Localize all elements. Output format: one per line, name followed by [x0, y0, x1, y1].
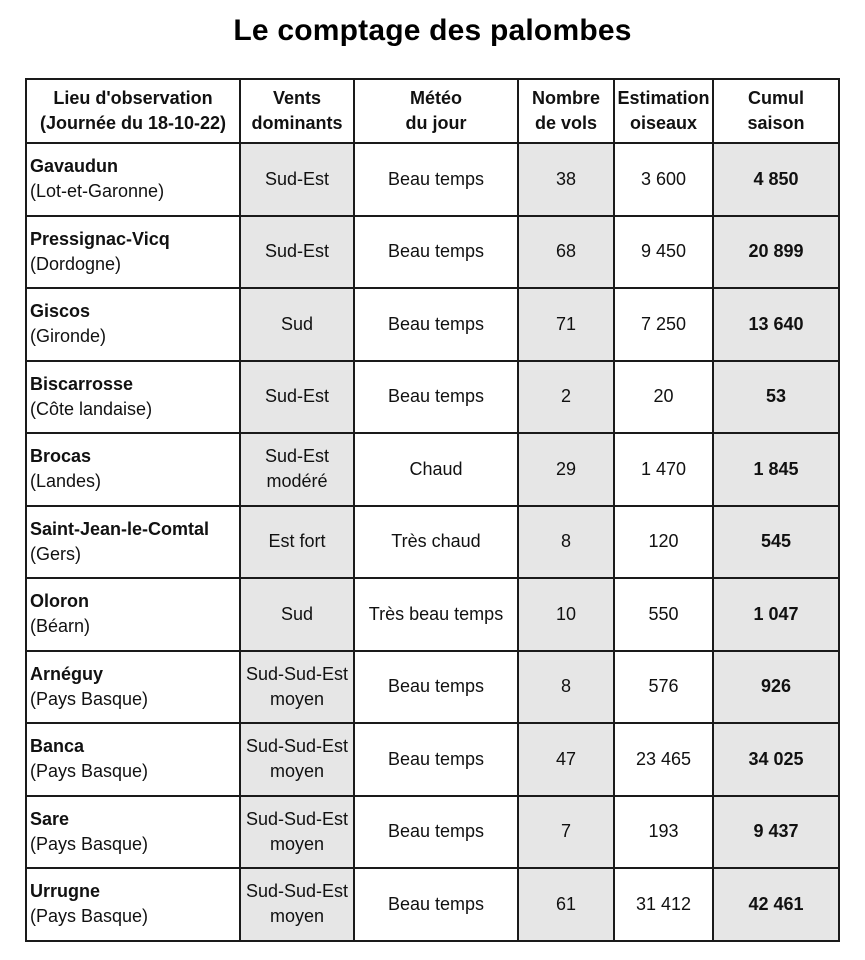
vents-line: moyen	[269, 906, 325, 927]
cell-lieu	[26, 433, 240, 506]
vents-line: modéré	[266, 471, 328, 492]
cell-meteo: Chaud	[354, 433, 518, 506]
header-vols-line-1: Nombre	[531, 88, 600, 108]
cell-estimation: 7 250	[614, 288, 713, 361]
cell-vols: 71	[518, 288, 614, 361]
place-name: Biscarrosse	[30, 373, 134, 394]
table-header-row	[26, 79, 839, 143]
cell-vents	[240, 361, 354, 434]
cell-cumul: 20 899	[713, 216, 839, 289]
cell-meteo: Beau temps	[354, 651, 518, 724]
cell-vents	[240, 143, 354, 216]
header-vols-line-2: de vols	[534, 113, 598, 133]
cell-vols: 8	[518, 506, 614, 579]
vents-line: Sud	[280, 603, 314, 624]
cell-vols: 2	[518, 361, 614, 434]
cell-vols: 7	[518, 796, 614, 869]
cell-lieu	[26, 216, 240, 289]
vents-line: moyen	[269, 688, 325, 709]
cell-estimation: 20	[614, 361, 713, 434]
region-name: (Pays Basque)	[30, 688, 149, 709]
cell-cumul: 1 845	[713, 433, 839, 506]
vents-line: Sud-Est	[264, 168, 330, 189]
region-name: (Dordogne)	[30, 253, 122, 274]
cell-meteo: Très beau temps	[354, 578, 518, 651]
vents-line: Sud-Sud-Est	[245, 808, 349, 829]
table-row	[26, 216, 839, 289]
place-name: Arnéguy	[30, 663, 104, 684]
cell-vols: 61	[518, 868, 614, 941]
cell-vents	[240, 868, 354, 941]
table-row	[26, 506, 839, 579]
region-name: (Pays Basque)	[30, 906, 149, 927]
vents-line: Sud-Est	[264, 446, 330, 467]
place-name: Gavaudun	[30, 156, 119, 177]
place-name: Banca	[30, 736, 85, 757]
cell-meteo: Beau temps	[354, 796, 518, 869]
table-row	[26, 361, 839, 434]
region-name: (Gironde)	[30, 326, 107, 347]
cell-vols: 47	[518, 723, 614, 796]
place-name: Saint-Jean-le-Comtal	[30, 518, 210, 539]
header-meteo-line-2: du jour	[405, 113, 467, 133]
region-name: (Landes)	[30, 471, 102, 492]
header-vents-line-2: dominants	[251, 113, 343, 133]
table-row	[26, 578, 839, 651]
cell-lieu	[26, 143, 240, 216]
cell-cumul: 4 850	[713, 143, 839, 216]
table-row	[26, 288, 839, 361]
cell-meteo: Beau temps	[354, 143, 518, 216]
counting-table	[25, 78, 840, 942]
cell-estimation: 1 470	[614, 433, 713, 506]
header-estimation-line-1: Estimation	[617, 88, 710, 108]
header-estimation-line-2: oiseaux	[629, 113, 698, 133]
cell-vols: 10	[518, 578, 614, 651]
cell-estimation: 550	[614, 578, 713, 651]
header-vents-line-1: Vents	[272, 88, 322, 108]
cell-lieu	[26, 288, 240, 361]
cell-lieu	[26, 723, 240, 796]
cell-estimation: 9 450	[614, 216, 713, 289]
cell-lieu	[26, 651, 240, 724]
table-row	[26, 796, 839, 869]
vents-line: moyen	[269, 761, 325, 782]
table-row	[26, 651, 839, 724]
vents-line: Sud-Est	[264, 386, 330, 407]
region-name: (Gers)	[30, 543, 81, 564]
vents-line: Sud-Est	[264, 241, 330, 262]
vents-line: moyen	[269, 833, 325, 854]
cell-meteo: Beau temps	[354, 723, 518, 796]
cell-estimation: 31 412	[614, 868, 713, 941]
cell-vents	[240, 723, 354, 796]
cell-vents	[240, 433, 354, 506]
cell-estimation: 3 600	[614, 143, 713, 216]
place-name: Sare	[30, 808, 70, 829]
cell-vents	[240, 216, 354, 289]
table-row	[26, 143, 839, 216]
cell-vents	[240, 506, 354, 579]
place-name: Oloron	[30, 591, 89, 612]
region-name: (Pays Basque)	[30, 833, 149, 854]
cell-vols: 29	[518, 433, 614, 506]
header-lieu-line-2: (Journée du 18-10-22)	[39, 113, 227, 133]
table-row	[26, 723, 839, 796]
cell-cumul: 34 025	[713, 723, 839, 796]
cell-meteo: Beau temps	[354, 216, 518, 289]
place-name: Urrugne	[30, 881, 101, 902]
cell-vols: 38	[518, 143, 614, 216]
cell-estimation: 193	[614, 796, 713, 869]
cell-vents	[240, 796, 354, 869]
cell-meteo: Beau temps	[354, 868, 518, 941]
cell-meteo: Beau temps	[354, 288, 518, 361]
cell-estimation: 120	[614, 506, 713, 579]
page-title: Le comptage des palombes	[233, 14, 632, 47]
header-lieu	[26, 79, 240, 143]
cell-cumul: 9 437	[713, 796, 839, 869]
vents-line: Sud	[280, 313, 314, 334]
header-cumul-line-2: saison	[747, 113, 805, 133]
cell-cumul: 13 640	[713, 288, 839, 361]
table-row	[26, 433, 839, 506]
header-estimation	[614, 79, 713, 143]
header-cumul-line-1: Cumul	[748, 88, 804, 108]
cell-vents	[240, 578, 354, 651]
cell-cumul: 42 461	[713, 868, 839, 941]
cell-cumul: 53	[713, 361, 839, 434]
cell-vents	[240, 651, 354, 724]
vents-line: Sud-Sud-Est	[245, 736, 349, 757]
cell-estimation: 23 465	[614, 723, 713, 796]
header-lieu-line-1: Lieu d'observation	[53, 88, 213, 108]
place-name: Brocas	[30, 446, 92, 467]
table-row	[26, 868, 839, 941]
region-name: (Pays Basque)	[30, 761, 149, 782]
cell-vols: 8	[518, 651, 614, 724]
cell-lieu	[26, 868, 240, 941]
cell-cumul: 1 047	[713, 578, 839, 651]
cell-cumul: 545	[713, 506, 839, 579]
cell-meteo: Très chaud	[354, 506, 518, 579]
region-name: (Côte landaise)	[30, 398, 153, 419]
place-name: Pressignac-Vicq	[30, 228, 170, 249]
header-meteo-line-1: Météo	[409, 88, 462, 108]
header-meteo	[354, 79, 518, 143]
place-name: Giscos	[30, 301, 91, 322]
header-vols	[518, 79, 614, 143]
cell-vents	[240, 288, 354, 361]
header-cumul	[713, 79, 839, 143]
cell-lieu	[26, 578, 240, 651]
header-vents	[240, 79, 354, 143]
cell-meteo: Beau temps	[354, 361, 518, 434]
cell-lieu	[26, 796, 240, 869]
vents-line: Sud-Sud-Est	[245, 881, 349, 902]
cell-vols: 68	[518, 216, 614, 289]
vents-line: Est fort	[268, 531, 326, 552]
cell-cumul: 926	[713, 651, 839, 724]
region-name: (Béarn)	[30, 616, 91, 637]
cell-lieu	[26, 361, 240, 434]
vents-line: Sud-Sud-Est	[245, 663, 349, 684]
cell-estimation: 576	[614, 651, 713, 724]
region-name: (Lot-et-Garonne)	[30, 181, 165, 202]
cell-lieu	[26, 506, 240, 579]
